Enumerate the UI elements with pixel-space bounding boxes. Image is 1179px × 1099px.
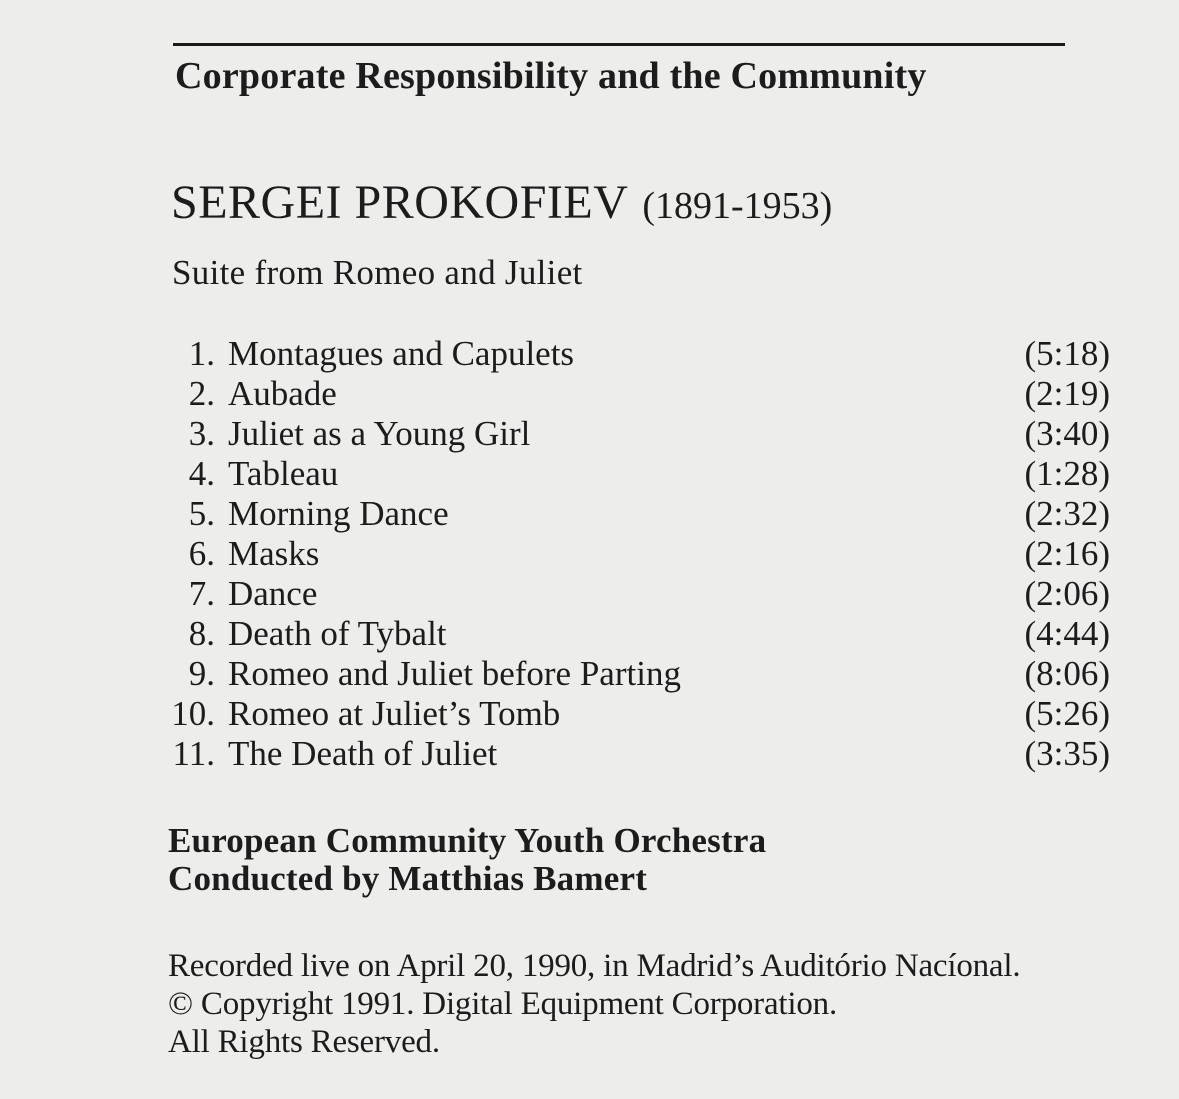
track-duration: (3:35) <box>1024 734 1110 773</box>
track-title: Tableau <box>228 454 339 493</box>
conductor-credit: Conducted by Matthias Bamert <box>168 859 648 898</box>
track-title: Masks <box>228 534 320 573</box>
track-duration: (1:28) <box>1024 454 1110 493</box>
track-row <box>157 614 1110 654</box>
track-row <box>157 734 1110 774</box>
track-row <box>157 694 1110 734</box>
track-number: 7. <box>188 574 215 613</box>
track-title: Aubade <box>228 374 337 413</box>
track-row <box>157 654 1110 694</box>
page-title: Corporate Responsibility and the Community <box>175 55 927 97</box>
track-number: 6. <box>188 534 215 573</box>
footer-notes <box>168 947 1020 1061</box>
performers-block <box>168 822 766 898</box>
track-number: 10. <box>171 694 215 733</box>
track-row <box>157 374 1110 414</box>
track-duration: (5:18) <box>1024 334 1110 373</box>
track-title: The Death of Juliet <box>228 734 498 773</box>
track-duration: (4:44) <box>1024 614 1110 653</box>
track-title: Romeo at Juliet’s Tomb <box>228 694 561 733</box>
track-title: Dance <box>228 574 318 613</box>
track-row <box>157 494 1110 534</box>
track-row <box>157 534 1110 574</box>
track-duration: (2:16) <box>1024 534 1110 573</box>
track-title: Juliet as a Young Girl <box>228 414 531 453</box>
track-number: 4. <box>188 454 215 493</box>
track-number: 9. <box>188 654 215 693</box>
track-duration: (2:06) <box>1024 574 1110 613</box>
track-duration: (3:40) <box>1024 414 1110 453</box>
track-duration: (2:19) <box>1024 374 1110 413</box>
track-list <box>157 334 1110 774</box>
track-row <box>157 574 1110 614</box>
track-title: Morning Dance <box>228 494 449 533</box>
track-number: 2. <box>188 374 215 413</box>
copyright-note: © Copyright 1991. Digital Equipment Corporation. <box>168 986 837 1022</box>
track-title: Death of Tybalt <box>228 614 447 653</box>
header-rule <box>173 43 1065 46</box>
track-duration: (5:26) <box>1024 694 1110 733</box>
track-duration: (2:32) <box>1024 494 1110 533</box>
track-number: 5. <box>188 494 215 533</box>
track-title: Montagues and Capulets <box>228 334 575 373</box>
track-duration: (8:06) <box>1024 654 1110 693</box>
track-row <box>157 454 1110 494</box>
work-title: Suite from Romeo and Juliet <box>172 253 583 292</box>
track-number: 11. <box>172 734 215 773</box>
rights-note: All Rights Reserved. <box>168 1024 440 1060</box>
orchestra-name: European Community Youth Orchestra <box>168 821 767 860</box>
composer-name: SERGEI PROKOFIEV <box>171 176 629 229</box>
composer-line <box>171 175 832 230</box>
track-title: Romeo and Juliet before Parting <box>228 654 681 693</box>
composer-dates: (1891-1953) <box>642 185 833 227</box>
track-row <box>157 334 1110 374</box>
track-row <box>157 414 1110 454</box>
track-number: 8. <box>188 614 215 653</box>
track-number: 3. <box>188 414 215 453</box>
track-number: 1. <box>188 334 215 373</box>
recording-note: Recorded live on April 20, 1990, in Madrid’s Auditório Nacíonal. <box>168 948 1021 984</box>
